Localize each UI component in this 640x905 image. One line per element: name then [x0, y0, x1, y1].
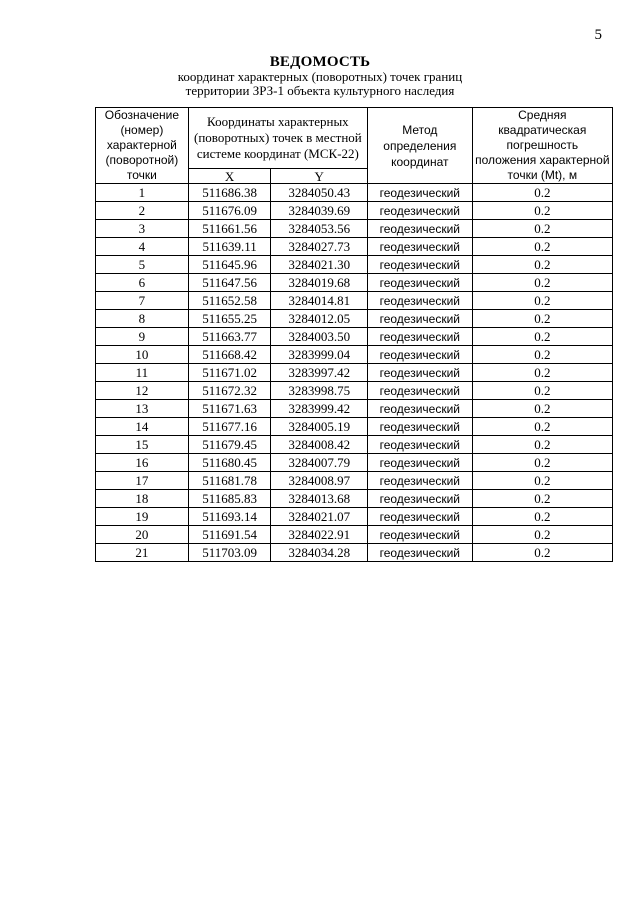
cell-x: 511677.16 — [188, 418, 271, 436]
cell-error: 0.2 — [472, 346, 612, 364]
cell-error: 0.2 — [472, 184, 612, 202]
cell-point-number: 8 — [96, 310, 189, 328]
cell-x: 511681.78 — [188, 472, 271, 490]
cell-point-number: 17 — [96, 472, 189, 490]
cell-y: 3284027.73 — [271, 238, 368, 256]
document-subtitle-line1: координат характерных (поворотных) точек границ — [177, 69, 463, 84]
table-row — [96, 454, 613, 472]
cell-x: 511685.83 — [188, 490, 271, 508]
cell-x: 511661.56 — [188, 220, 271, 238]
cell-error: 0.2 — [472, 220, 612, 238]
cell-y: 3284021.30 — [271, 256, 368, 274]
table-row — [96, 202, 613, 220]
table-row — [96, 436, 613, 454]
cell-error: 0.2 — [472, 382, 612, 400]
cell-error: 0.2 — [472, 544, 612, 562]
cell-error: 0.2 — [472, 202, 612, 220]
cell-y: 3284008.97 — [271, 472, 368, 490]
cell-method: геодезический — [367, 292, 472, 310]
header-x: X — [188, 169, 271, 184]
cell-method: геодезический — [367, 256, 472, 274]
cell-point-number: 4 — [96, 238, 189, 256]
header-y: Y — [271, 169, 368, 184]
cell-method: геодезический — [367, 436, 472, 454]
cell-x: 511703.09 — [188, 544, 271, 562]
cell-error: 0.2 — [472, 292, 612, 310]
cell-method: геодезический — [367, 526, 472, 544]
cell-point-number: 9 — [96, 328, 189, 346]
cell-method: геодезический — [367, 508, 472, 526]
cell-y: 3284034.28 — [271, 544, 368, 562]
cell-error: 0.2 — [472, 238, 612, 256]
cell-x: 511639.11 — [188, 238, 271, 256]
cell-error: 0.2 — [472, 310, 612, 328]
cell-x: 511680.45 — [188, 454, 271, 472]
cell-y: 3284050.43 — [271, 184, 368, 202]
cell-y: 3284039.69 — [271, 202, 368, 220]
table-row — [96, 256, 613, 274]
cell-x: 511663.77 — [188, 328, 271, 346]
cell-y: 3283999.04 — [271, 346, 368, 364]
table-row — [96, 328, 613, 346]
document-subtitle-line2: территории ЗРЗ-1 объекта культурного наследия — [185, 83, 455, 98]
table-row — [96, 472, 613, 490]
table-row — [96, 346, 613, 364]
cell-x: 511671.63 — [188, 400, 271, 418]
header-coordinates: Координаты характерных (поворотных) точек в местной системе координат (МСК-22) — [188, 108, 367, 169]
table-row — [96, 418, 613, 436]
header-designation: Обозначение (номер) характерной (поворотной) точки — [96, 108, 189, 184]
table-row — [96, 364, 613, 382]
table-row — [96, 490, 613, 508]
cell-x: 511693.14 — [188, 508, 271, 526]
cell-y: 3284008.42 — [271, 436, 368, 454]
coordinates-table — [95, 107, 613, 562]
cell-error: 0.2 — [472, 328, 612, 346]
table-row — [96, 274, 613, 292]
cell-y: 3284022.91 — [271, 526, 368, 544]
cell-x: 511655.25 — [188, 310, 271, 328]
cell-method: геодезический — [367, 202, 472, 220]
cell-error: 0.2 — [472, 490, 612, 508]
table-row — [96, 544, 613, 562]
table-body — [96, 184, 613, 562]
cell-x: 511647.56 — [188, 274, 271, 292]
cell-error: 0.2 — [472, 274, 612, 292]
cell-method: геодезический — [367, 364, 472, 382]
cell-error: 0.2 — [472, 472, 612, 490]
cell-point-number: 6 — [96, 274, 189, 292]
table-row — [96, 382, 613, 400]
cell-y: 3283998.75 — [271, 382, 368, 400]
header-error: Средняя квадратическая погрешность положения характерной точки (Mt), м — [472, 108, 612, 184]
cell-point-number: 3 — [96, 220, 189, 238]
cell-point-number: 7 — [96, 292, 189, 310]
table-row — [96, 508, 613, 526]
cell-method: геодезический — [367, 346, 472, 364]
cell-y: 3284012.05 — [271, 310, 368, 328]
cell-method: геодезический — [367, 328, 472, 346]
cell-method: геодезический — [367, 454, 472, 472]
table-row — [96, 220, 613, 238]
cell-x: 511691.54 — [188, 526, 271, 544]
cell-point-number: 13 — [96, 400, 189, 418]
cell-y: 3284019.68 — [271, 274, 368, 292]
table-row — [96, 238, 613, 256]
cell-point-number: 14 — [96, 418, 189, 436]
table-row — [96, 310, 613, 328]
cell-method: геодезический — [367, 472, 472, 490]
cell-method: геодезический — [367, 184, 472, 202]
cell-point-number: 11 — [96, 364, 189, 382]
cell-x: 511679.45 — [188, 436, 271, 454]
cell-point-number: 18 — [96, 490, 189, 508]
cell-error: 0.2 — [472, 418, 612, 436]
table-row — [96, 526, 613, 544]
cell-y: 3283999.42 — [271, 400, 368, 418]
cell-y: 3284005.19 — [271, 418, 368, 436]
cell-x: 511668.42 — [188, 346, 271, 364]
cell-y: 3284003.50 — [271, 328, 368, 346]
cell-point-number: 21 — [96, 544, 189, 562]
cell-point-number: 5 — [96, 256, 189, 274]
cell-method: геодезический — [367, 382, 472, 400]
cell-method: геодезический — [367, 418, 472, 436]
cell-point-number: 16 — [96, 454, 189, 472]
cell-point-number: 20 — [96, 526, 189, 544]
cell-method: геодезический — [367, 490, 472, 508]
header-method: Метод определения координат — [367, 108, 472, 184]
cell-point-number: 15 — [96, 436, 189, 454]
page-number: 5 — [594, 27, 602, 43]
cell-error: 0.2 — [472, 256, 612, 274]
cell-method: геодезический — [367, 274, 472, 292]
table-row — [96, 292, 613, 310]
cell-error: 0.2 — [472, 526, 612, 544]
cell-point-number: 12 — [96, 382, 189, 400]
cell-method: геодезический — [367, 310, 472, 328]
cell-method: геодезический — [367, 220, 472, 238]
cell-x: 511652.58 — [188, 292, 271, 310]
cell-error: 0.2 — [472, 400, 612, 418]
cell-x: 511686.38 — [188, 184, 271, 202]
cell-error: 0.2 — [472, 454, 612, 472]
cell-error: 0.2 — [472, 508, 612, 526]
cell-error: 0.2 — [472, 436, 612, 454]
cell-x: 511676.09 — [188, 202, 271, 220]
cell-y: 3284053.56 — [271, 220, 368, 238]
cell-point-number: 2 — [96, 202, 189, 220]
cell-x: 511645.96 — [188, 256, 271, 274]
cell-x: 511671.02 — [188, 364, 271, 382]
cell-method: геодезический — [367, 544, 472, 562]
cell-method: геодезический — [367, 400, 472, 418]
cell-point-number: 1 — [96, 184, 189, 202]
cell-y: 3284014.81 — [271, 292, 368, 310]
cell-y: 3283997.42 — [271, 364, 368, 382]
cell-point-number: 19 — [96, 508, 189, 526]
cell-error: 0.2 — [472, 364, 612, 382]
table-row — [96, 184, 613, 202]
cell-method: геодезический — [367, 238, 472, 256]
cell-y: 3284007.79 — [271, 454, 368, 472]
cell-x: 511672.32 — [188, 382, 271, 400]
table-row — [96, 400, 613, 418]
cell-y: 3284021.07 — [271, 508, 368, 526]
cell-y: 3284013.68 — [271, 490, 368, 508]
document-title: ВЕДОМОСТЬ — [269, 54, 371, 70]
cell-point-number: 10 — [96, 346, 189, 364]
